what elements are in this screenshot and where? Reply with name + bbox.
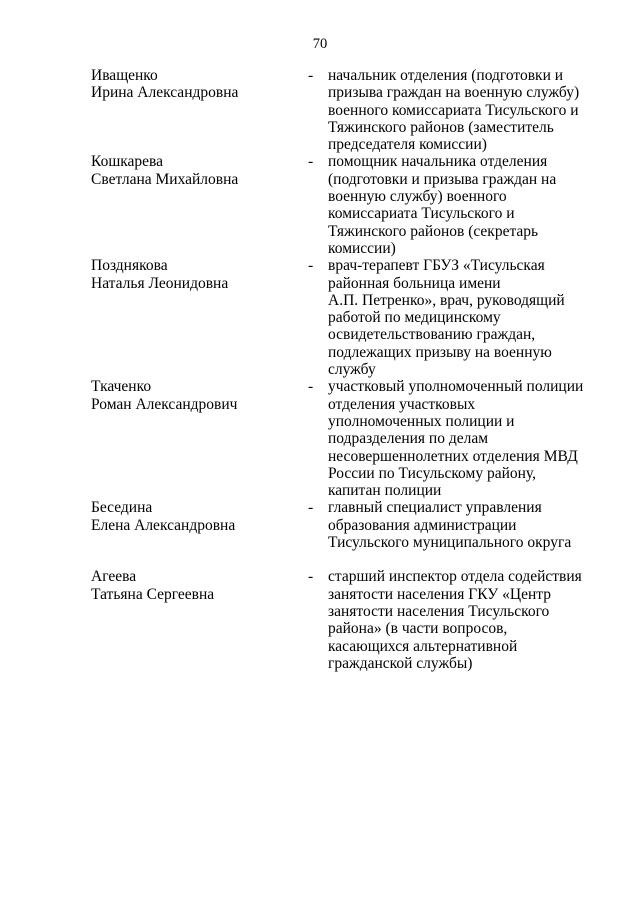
role-line: призыва граждан на военную службу): [328, 84, 580, 102]
member-role: [328, 153, 586, 257]
role-line: А.П. Петренко», врач, руководящий: [328, 291, 565, 309]
member-surname: Ткаченко: [91, 378, 152, 396]
role-line: Тяжинского районов (секретарь: [328, 222, 539, 240]
role-line: России по Тисульскому району,: [328, 464, 536, 482]
role-line: подразделения по делам: [328, 430, 489, 448]
role-line: Тяжинского районов (заместитель: [328, 118, 554, 136]
member-entry: [91, 153, 591, 257]
role-line: освидетельствованию граждан,: [328, 326, 536, 344]
dash-separator: -: [308, 153, 314, 171]
member-surname: Кошкарева: [91, 153, 164, 171]
dash-separator: -: [308, 67, 314, 84]
role-line: главный специалист управления: [328, 499, 542, 517]
role-line: подлежащих призыву на военную: [328, 343, 552, 361]
role-line: гражданской службы): [328, 654, 473, 672]
role-line: военную службу) военного: [328, 188, 507, 206]
member-given-names: Светлана Михайловна: [91, 170, 239, 188]
role-line: председателя комиссии): [328, 136, 487, 154]
member-role: [328, 499, 586, 551]
member-surname: Иващенко: [91, 67, 158, 84]
member-given-names: Татьяна Сергеевна: [91, 585, 215, 603]
member-role: [328, 257, 586, 378]
member-entry: [91, 568, 591, 672]
role-line: работой по медицинскому: [328, 309, 501, 327]
dash-separator: -: [308, 568, 314, 586]
role-line: военного комиссариата Тисульского и: [328, 101, 579, 119]
dash-separator: -: [308, 257, 314, 275]
role-line: касающихся альтернативной: [328, 637, 518, 655]
member-name: [91, 153, 308, 257]
role-line: старший инспектор отдела содействия: [328, 568, 582, 586]
role-line: начальник отделения (подготовки и: [328, 67, 564, 84]
role-line: комиссариата Тисульского и: [328, 205, 515, 223]
member-entry: [91, 378, 591, 499]
page-number: 70: [312, 36, 328, 52]
role-line: уполномоченных полиции и: [328, 412, 515, 430]
role-line: капитан полиции: [328, 482, 442, 500]
member-name: [91, 568, 308, 672]
member-given-names: Наталья Леонидовна: [91, 274, 229, 292]
role-line: занятости населения ГКУ «Центр: [328, 585, 551, 603]
member-surname: Беседина: [91, 499, 153, 517]
role-line: помощник начальника отделения: [328, 153, 548, 171]
role-line: Тисульского муниципального округа: [328, 534, 572, 552]
role-line: района» (в части вопросов,: [328, 620, 508, 638]
member-name: [91, 499, 308, 551]
commission-member-list: [91, 67, 591, 672]
role-line: комиссии): [328, 239, 396, 257]
member-surname: Агеева: [91, 568, 137, 586]
member-role: [328, 378, 586, 499]
role-line: образования администрации: [328, 516, 517, 534]
role-line: (подготовки и призыва граждан на: [328, 170, 557, 188]
role-line: несовершеннолетних отделения МВД: [328, 447, 578, 465]
role-line: отделения участковых: [328, 395, 476, 413]
member-entry: [91, 67, 591, 153]
member-given-names: Роман Александрович: [91, 395, 238, 413]
member-name: [91, 257, 308, 378]
dash-separator: -: [308, 499, 314, 517]
member-given-names: Ирина Александровна: [91, 84, 239, 102]
role-line: районная больница имени: [328, 274, 501, 292]
member-surname: Позднякова: [91, 257, 168, 275]
role-line: службу: [328, 361, 376, 379]
member-entry: [91, 257, 591, 378]
role-line: врач-терапевт ГБУЗ «Тисульская: [328, 257, 545, 275]
member-name: [91, 378, 308, 499]
member-name: [91, 67, 308, 153]
role-line: участковый уполномоченный полиции: [328, 378, 584, 396]
member-entry: [91, 499, 591, 551]
dash-separator: -: [308, 378, 314, 396]
member-given-names: Елена Александровна: [91, 516, 236, 534]
role-line: занятости населения Тисульского: [328, 602, 550, 620]
member-role: [328, 568, 586, 672]
member-role: [328, 67, 586, 153]
